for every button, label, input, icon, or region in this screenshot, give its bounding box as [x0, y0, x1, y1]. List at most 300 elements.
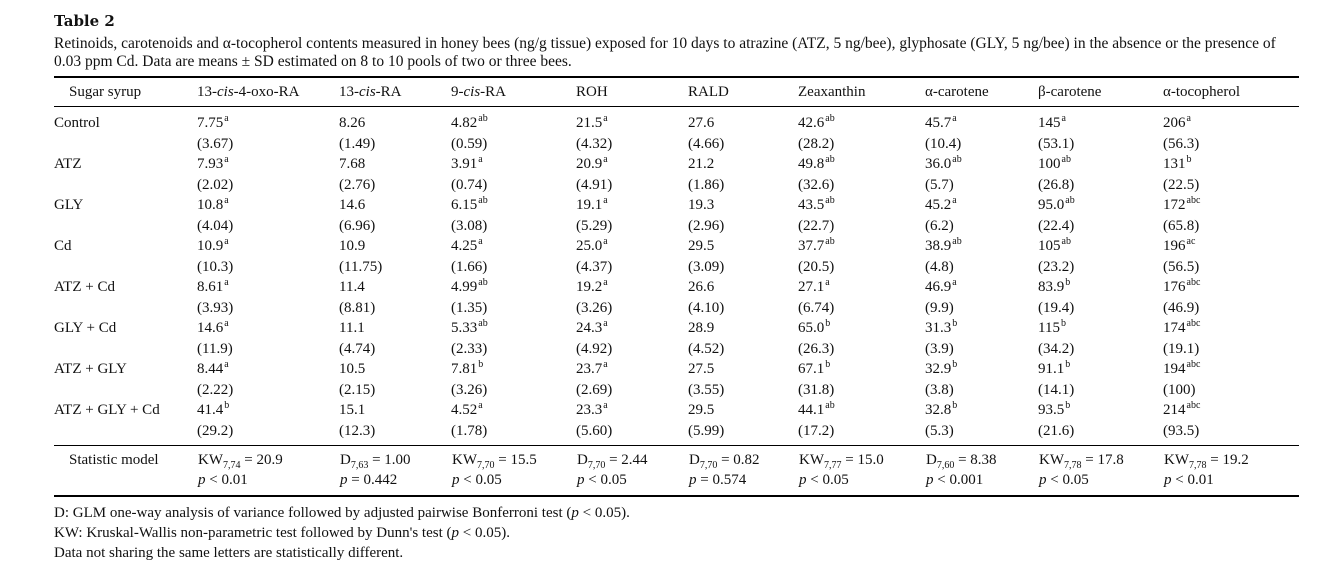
significance-letters: a — [1186, 113, 1191, 124]
sd-cell: (4.10) — [688, 299, 725, 316]
table-row-means — [54, 236, 1299, 257]
mean-cell — [1163, 195, 1299, 216]
significance-letters: a — [603, 154, 608, 165]
sd-cell: (1.86) — [688, 176, 725, 193]
p-value: < 0.05 — [463, 472, 502, 488]
significance-letters: a — [603, 400, 608, 411]
mean-value: 65.0 — [798, 320, 825, 336]
mean-cell — [925, 195, 1038, 216]
statistic-row — [54, 446, 1299, 472]
significance-letters: ab — [952, 154, 962, 165]
mean-cell — [339, 154, 451, 175]
row-label: ATZ + GLY — [54, 361, 127, 377]
p-value-cell — [197, 471, 339, 496]
statistic-test-cell — [451, 446, 576, 472]
row-label: ATZ + GLY + Cd — [54, 402, 160, 418]
test-degrees: 7,74 — [223, 460, 241, 471]
p-symbol: p — [198, 472, 206, 488]
row-label: Cd — [54, 238, 72, 254]
data-table — [54, 76, 1299, 497]
test-value: = 2.44 — [609, 452, 648, 468]
sd-cell: (3.67) — [197, 135, 234, 152]
sd-cell: (2.22) — [197, 381, 234, 398]
footnote-text: KW: Kruskal-Wallis non-parametric test followed by Dunn's test ( — [54, 525, 452, 541]
p-value: < 0.05 — [588, 472, 627, 488]
mean-cell — [798, 154, 925, 175]
test-degrees: 7,70 — [477, 460, 495, 471]
mean-value: 100 — [1038, 156, 1061, 172]
mean-value: 214 — [1163, 402, 1186, 418]
statistic-test-cell — [798, 446, 925, 472]
significance-letters: a — [478, 236, 483, 247]
mean-value: 19.2 — [576, 279, 603, 295]
test-value: = 20.9 — [244, 452, 283, 468]
mean-cell — [1163, 359, 1299, 380]
mean-value: 19.1 — [576, 197, 603, 213]
test-degrees: 7,70 — [587, 460, 606, 471]
test-name: KW — [799, 452, 824, 468]
sd-cell: (26.8) — [1038, 176, 1075, 193]
sd-cell: (5.99) — [688, 422, 725, 439]
sd-cell: (19.4) — [1038, 299, 1075, 316]
significance-letters: abc — [1186, 277, 1201, 288]
test-degrees: 7,60 — [936, 460, 955, 471]
significance-letters: a — [952, 195, 957, 206]
sd-cell: (5.7) — [925, 176, 954, 193]
significance-letters: ab — [952, 236, 962, 247]
mean-cell — [197, 154, 339, 175]
significance-letters: a — [952, 113, 957, 124]
mean-value: 37.7 — [798, 238, 825, 254]
sd-cell: (11.9) — [197, 340, 233, 357]
header-cell-rald: RALD — [688, 77, 798, 107]
p-value: = 0.442 — [351, 472, 398, 488]
sd-cell: (93.5) — [1163, 422, 1200, 439]
header-cell-9-cis-ra: 9-cis-RA — [451, 77, 576, 107]
mean-cell — [925, 318, 1038, 339]
mean-cell — [925, 107, 1038, 134]
mean-value: 45.7 — [925, 115, 952, 131]
test-name: KW — [1164, 452, 1189, 468]
mean-value: 174 — [1163, 320, 1186, 336]
sd-cell: (6.74) — [798, 299, 835, 316]
significance-letters: a — [1061, 113, 1066, 124]
sd-cell: (100) — [1163, 381, 1196, 398]
sd-cell: (4.04) — [197, 217, 234, 234]
mean-value: 6.15 — [451, 197, 478, 213]
mean-cell — [798, 400, 925, 421]
p-value: < 0.01 — [1175, 472, 1214, 488]
sd-cell: (2.76) — [339, 176, 376, 193]
mean-cell — [576, 236, 688, 257]
sd-cell: (1.35) — [451, 299, 488, 316]
p-symbol: p — [799, 472, 807, 488]
sd-cell: (2.96) — [688, 217, 725, 234]
sd-cell: (65.8) — [1163, 217, 1200, 234]
mean-cell — [798, 318, 925, 339]
sd-cell: (3.08) — [451, 217, 488, 234]
mean-value: 8.61 — [197, 279, 224, 295]
sd-cell: (9.9) — [925, 299, 954, 316]
mean-value: 28.9 — [688, 320, 715, 336]
sd-cell: (19.1) — [1163, 340, 1200, 357]
mean-value: 7.68 — [339, 156, 366, 172]
mean-cell — [1163, 318, 1299, 339]
table-row-means — [54, 400, 1299, 421]
sd-cell: (14.1) — [1038, 381, 1075, 398]
table-caption: Retinoids, carotenoids and α-tocopherol contents measured in honey bees (ng/g tissue) exposed for 10 days to atrazine (ATZ, 5 ng/bee), glyphosate (GLY, 5 ng/bee) in the absence or the presence of 0.03 ppm Cd. Data are means ± SD estimated on 8 to 10 pools of two or three bees. — [54, 35, 1276, 70]
sd-cell: (20.5) — [798, 258, 835, 275]
mean-cell — [688, 195, 798, 216]
mean-cell — [339, 359, 451, 380]
mean-value: 23.3 — [576, 402, 603, 418]
footnote-line — [54, 543, 1299, 563]
test-degrees: 7,77 — [824, 460, 842, 471]
mean-cell — [339, 318, 451, 339]
table-label: Table 2 — [54, 12, 115, 30]
mean-cell — [576, 195, 688, 216]
significance-letters: ab — [825, 113, 835, 124]
mean-cell — [1038, 277, 1163, 298]
mean-value: 4.52 — [451, 402, 478, 418]
sd-cell: (3.26) — [451, 381, 488, 398]
mean-value: 45.2 — [925, 197, 952, 213]
mean-cell — [451, 236, 576, 257]
sd-cell: (26.3) — [798, 340, 835, 357]
sd-cell: (4.74) — [339, 340, 376, 357]
mean-cell — [798, 195, 925, 216]
test-name: KW — [198, 452, 223, 468]
table-row-means — [54, 318, 1299, 339]
mean-value: 20.9 — [576, 156, 603, 172]
mean-cell — [197, 236, 339, 257]
sd-cell: (6.96) — [339, 217, 376, 234]
mean-value: 8.26 — [339, 115, 366, 131]
row-label: ATZ + Cd — [54, 279, 115, 295]
significance-letters: ab — [825, 154, 835, 165]
row-label-empty — [54, 421, 197, 446]
sd-cell: (0.74) — [451, 176, 488, 193]
sd-cell: (3.55) — [688, 381, 725, 398]
significance-letters: a — [224, 113, 229, 124]
p-value-cell — [925, 471, 1038, 496]
significance-letters: a — [224, 277, 229, 288]
sd-cell: (28.2) — [798, 135, 835, 152]
statistic-test-cell — [1163, 446, 1299, 472]
test-value: = 8.38 — [958, 452, 997, 468]
mean-value: 32.8 — [925, 402, 952, 418]
sd-cell: (4.92) — [576, 340, 613, 357]
table-row-means — [54, 154, 1299, 175]
mean-value: 38.9 — [925, 238, 952, 254]
significance-letters: a — [603, 195, 608, 206]
mean-value: 194 — [1163, 361, 1186, 377]
significance-letters: b — [952, 359, 958, 370]
significance-letters: b — [825, 318, 831, 329]
table-figure — [54, 12, 1299, 563]
sd-cell: (56.5) — [1163, 258, 1200, 275]
significance-letters: ab — [1061, 154, 1071, 165]
sd-cell: (22.5) — [1163, 176, 1200, 193]
significance-letters: a — [478, 400, 483, 411]
mean-value: 83.9 — [1038, 279, 1065, 295]
sd-cell: (3.8) — [925, 381, 954, 398]
mean-value: 29.5 — [688, 238, 715, 254]
mean-cell — [688, 359, 798, 380]
significance-letters: abc — [1186, 400, 1201, 411]
mean-cell — [339, 400, 451, 421]
mean-value: 4.25 — [451, 238, 478, 254]
sd-cell: (56.3) — [1163, 135, 1200, 152]
test-value: = 15.5 — [498, 452, 537, 468]
test-name: D — [577, 452, 588, 468]
sd-cell: (4.52) — [688, 340, 725, 357]
mean-value: 91.1 — [1038, 361, 1065, 377]
mean-value: 10.8 — [197, 197, 224, 213]
test-name: KW — [452, 452, 477, 468]
mean-cell — [451, 107, 576, 134]
mean-cell — [339, 236, 451, 257]
significance-letters: a — [224, 154, 229, 165]
significance-letters: b — [1065, 400, 1071, 411]
sd-cell: (17.2) — [798, 422, 835, 439]
test-name: D — [926, 452, 937, 468]
header-cell-zeaxanthin: Zeaxanthin — [798, 77, 925, 107]
p-value-cell — [339, 471, 451, 496]
sd-cell: (3.93) — [197, 299, 234, 316]
footnote-text: D: GLM one-way analysis of variance followed by adjusted pairwise Bonferroni test ( — [54, 505, 572, 521]
significance-letters: a — [603, 236, 608, 247]
statistic-test-cell — [1038, 446, 1163, 472]
statistic-test-cell — [925, 446, 1038, 472]
mean-cell — [1163, 154, 1299, 175]
sd-cell: (1.66) — [451, 258, 488, 275]
p-value: = 0.574 — [700, 472, 747, 488]
sd-cell: (53.1) — [1038, 135, 1075, 152]
significance-letters: ab — [1065, 195, 1075, 206]
row-label-empty — [54, 175, 197, 196]
mean-cell — [925, 236, 1038, 257]
mean-cell — [925, 359, 1038, 380]
mean-cell — [451, 359, 576, 380]
sd-cell: (2.33) — [451, 340, 488, 357]
mean-value: 41.4 — [197, 402, 224, 418]
mean-value: 27.1 — [798, 279, 825, 295]
significance-letters: a — [603, 113, 608, 124]
mean-value: 172 — [1163, 197, 1186, 213]
mean-value: 32.9 — [925, 361, 952, 377]
mean-value: 8.44 — [197, 361, 224, 377]
significance-letters: ab — [478, 195, 488, 206]
p-symbol: p — [926, 472, 934, 488]
sd-cell: (4.91) — [576, 176, 613, 193]
mean-value: 36.0 — [925, 156, 952, 172]
p-value-cell — [1038, 471, 1163, 496]
p-value-cell — [798, 471, 925, 496]
table-row-means — [54, 107, 1299, 134]
mean-cell — [1163, 236, 1299, 257]
test-value: = 17.8 — [1085, 452, 1124, 468]
mean-value: 196 — [1163, 238, 1186, 254]
mean-value: 10.9 — [339, 238, 366, 254]
mean-value: 29.5 — [688, 402, 715, 418]
table-row-sd — [54, 216, 1299, 237]
sd-cell: (4.66) — [688, 135, 725, 152]
significance-letters: b — [1065, 359, 1071, 370]
mean-cell — [339, 195, 451, 216]
test-degrees: 7,70 — [699, 460, 718, 471]
mean-cell — [688, 107, 798, 134]
sd-cell: (4.32) — [576, 135, 613, 152]
mean-cell — [451, 318, 576, 339]
mean-value: 11.4 — [339, 279, 365, 295]
p-symbol: p — [340, 472, 348, 488]
mean-cell — [688, 277, 798, 298]
statistic-test-cell — [688, 446, 798, 472]
mean-value: 44.1 — [798, 402, 825, 418]
significance-letters: a — [224, 195, 229, 206]
header-cell-group: Sugar syrup — [54, 77, 197, 107]
mean-value: 7.81 — [451, 361, 478, 377]
test-name: KW — [1039, 452, 1064, 468]
p-symbol: p — [689, 472, 697, 488]
significance-letters: a — [224, 318, 229, 329]
mean-cell — [798, 236, 925, 257]
mean-cell — [1163, 107, 1299, 134]
mean-value: 11.1 — [339, 320, 365, 336]
sd-cell: (31.8) — [798, 381, 835, 398]
header-cell-alpha-carotene: α-carotene — [925, 77, 1038, 107]
mean-cell — [688, 236, 798, 257]
test-value: = 19.2 — [1210, 452, 1249, 468]
p-symbol: p — [1039, 472, 1047, 488]
mean-cell — [197, 107, 339, 134]
sd-cell: (11.75) — [339, 258, 383, 275]
statistic-p-row — [54, 471, 1299, 496]
mean-value: 19.3 — [688, 197, 715, 213]
significance-letters: b — [952, 318, 958, 329]
sd-cell: (2.69) — [576, 381, 613, 398]
sd-cell: (34.2) — [1038, 340, 1075, 357]
test-degrees: 7,63 — [350, 460, 369, 471]
significance-letters: a — [603, 318, 608, 329]
mean-cell — [197, 277, 339, 298]
mean-cell — [451, 195, 576, 216]
mean-value: 5.33 — [451, 320, 478, 336]
p-value-cell — [451, 471, 576, 496]
mean-value: 10.9 — [197, 238, 224, 254]
significance-letters: a — [603, 277, 608, 288]
mean-cell — [576, 277, 688, 298]
mean-value: 4.99 — [451, 279, 478, 295]
header-row — [54, 77, 1299, 107]
significance-letters: a — [825, 277, 830, 288]
test-value: = 15.0 — [845, 452, 884, 468]
mean-cell — [798, 277, 925, 298]
footnote-italic: p — [571, 505, 579, 521]
significance-letters: ab — [825, 195, 835, 206]
sd-cell: (1.49) — [339, 135, 376, 152]
significance-letters: ac — [1186, 236, 1196, 247]
p-symbol: p — [577, 472, 585, 488]
row-label: GLY + Cd — [54, 320, 117, 336]
sd-cell: (6.2) — [925, 217, 954, 234]
mean-cell — [925, 154, 1038, 175]
table-row-sd — [54, 134, 1299, 155]
table-row-sd — [54, 339, 1299, 360]
mean-value: 15.1 — [339, 402, 366, 418]
footnote-text: Data not sharing the same letters are statistically different. — [54, 545, 404, 561]
mean-cell — [1038, 107, 1163, 134]
mean-cell — [576, 400, 688, 421]
p-value-cell — [576, 471, 688, 496]
table-row-sd — [54, 380, 1299, 401]
row-label-empty — [54, 216, 197, 237]
sd-cell: (2.02) — [197, 176, 234, 193]
mean-value: 95.0 — [1038, 197, 1065, 213]
significance-letters: abc — [1186, 195, 1201, 206]
mean-cell — [1038, 154, 1163, 175]
mean-value: 176 — [1163, 279, 1186, 295]
header-cell-13-cis-4-oxo-ra: 13-cis-4-oxo-RA — [197, 77, 339, 107]
mean-value: 145 — [1038, 115, 1061, 131]
test-name: D — [689, 452, 700, 468]
sd-cell: (4.37) — [576, 258, 613, 275]
sd-cell: (5.60) — [576, 422, 613, 439]
table-row-means — [54, 277, 1299, 298]
sd-cell: (10.4) — [925, 135, 962, 152]
significance-letters: a — [224, 359, 229, 370]
row-label: GLY — [54, 197, 84, 213]
mean-cell — [197, 400, 339, 421]
mean-value: 49.8 — [798, 156, 825, 172]
significance-letters: a — [952, 277, 957, 288]
sd-cell: (29.2) — [197, 422, 234, 439]
significance-letters: abc — [1186, 318, 1201, 329]
footnote-italic: p — [451, 525, 460, 541]
statistic-test-cell — [339, 446, 451, 472]
sd-cell: (4.8) — [925, 258, 954, 275]
significance-letters: ab — [478, 277, 488, 288]
mean-cell — [688, 400, 798, 421]
p-value-cell — [688, 471, 798, 496]
table-row-means — [54, 359, 1299, 380]
p-value: < 0.01 — [209, 472, 248, 488]
sd-cell: (0.59) — [451, 135, 488, 152]
sd-cell: (8.81) — [339, 299, 376, 316]
mean-value: 24.3 — [576, 320, 603, 336]
sd-cell: (21.6) — [1038, 422, 1075, 439]
mean-cell — [576, 359, 688, 380]
statistic-test-cell — [576, 446, 688, 472]
mean-cell — [576, 107, 688, 134]
mean-cell — [197, 195, 339, 216]
test-degrees: 7,78 — [1064, 460, 1082, 471]
significance-letters: a — [478, 154, 483, 165]
mean-value: 7.93 — [197, 156, 224, 172]
statistic-label-empty — [54, 471, 197, 496]
mean-value: 26.6 — [688, 279, 715, 295]
mean-cell — [451, 277, 576, 298]
row-label-empty — [54, 339, 197, 360]
table-body — [54, 107, 1299, 446]
mean-value: 14.6 — [197, 320, 224, 336]
row-label-empty — [54, 298, 197, 319]
test-value: = 1.00 — [372, 452, 411, 468]
header-cell-alpha-tocopherol: α-tocopherol — [1163, 77, 1299, 107]
mean-cell — [197, 359, 339, 380]
mean-cell — [1038, 318, 1163, 339]
